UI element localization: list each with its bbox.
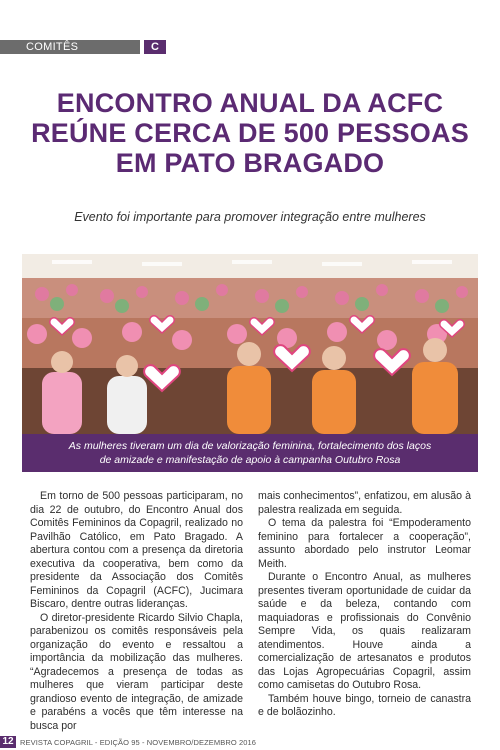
photo-caption xyxy=(22,434,478,472)
footer-publication: REVISTA COPAGRIL - EDIÇÃO 95 - NOVEMBRO/DEZEMBRO 2016 xyxy=(20,737,257,747)
article-column-left xyxy=(30,490,243,733)
paragraph: Também houve bingo, torneio de canastra e de bolãozinho. xyxy=(258,692,471,718)
paragraph: Em torno de 500 pessoas participaram, no dia 22 de outubro, do Encontro Anual dos Comitês Femininos da Copagril, realizado no Pavilhão Católico, em Pato Bragado. A abertura contou com a presença da diretoria executiva da cooperativa, bem como da presidente da Associação dos Comitês Femininos da Copagril (ACFC), Jucimara Biscaro, dentre outras lideranças. xyxy=(30,490,243,610)
page-number: 12 xyxy=(0,736,16,748)
title-line-2: REÚNE CERCA DE 500 PESSOAS xyxy=(31,118,469,148)
section-letter-badge: C xyxy=(144,40,166,54)
event-photo-illustration xyxy=(22,254,478,434)
section-label: COMITÊS FEMININOS xyxy=(0,40,140,54)
caption-line-2: de amizade e manifestação de apoio à campanha Outubro Rosa xyxy=(99,454,401,466)
caption-line-1: As mulheres tiveram um dia de valorização feminina, fortalecimento dos laços xyxy=(68,440,432,452)
paragraph: Durante o Encontro Anual, as mulheres presentes tiveram oportunidade de cuidar da saúde e da beleza, contando com maquiadoras e profissionais do Convênio Sempre Vida, os quais realizaram atendimentos. Houve ainda a comercialização de artesanatos e produtos das Lojas Agropecuárias Copagril, assim como camisetas do Outubro Rosa. xyxy=(258,571,471,691)
page-footer xyxy=(0,736,256,748)
section-header xyxy=(0,40,170,67)
article-title xyxy=(30,88,470,178)
paragraph-continuation: mais conhecimentos”, enfatizou, em alusão à palestra realizada em seguida. xyxy=(258,490,471,516)
article-subtitle: Evento foi importante para promover integração entre mulheres xyxy=(74,210,426,224)
title-line-1: ENCONTRO ANUAL DA ACFC xyxy=(56,88,444,118)
article-column-right xyxy=(258,490,471,720)
title-line-3: EM PATO BRAGADO xyxy=(115,148,385,178)
paragraph: O diretor-presidente Ricardo Silvio Chapla, parabenizou os comitês responsáveis pela organização do evento e ressaltou a importância da mobilização das mulheres. “Agradecemos a presença de todas as mulheres que vieram participar deste grandioso evento de integração, de amizade e parabéns a vocês que têm interesse na busca por xyxy=(30,611,243,732)
event-photo xyxy=(22,254,478,434)
paragraph: O tema da palestra foi “Empoderamento feminino para fortalecer a cooperação”, assunto abordado pelo instrutor Leomar Meith. xyxy=(258,517,471,570)
